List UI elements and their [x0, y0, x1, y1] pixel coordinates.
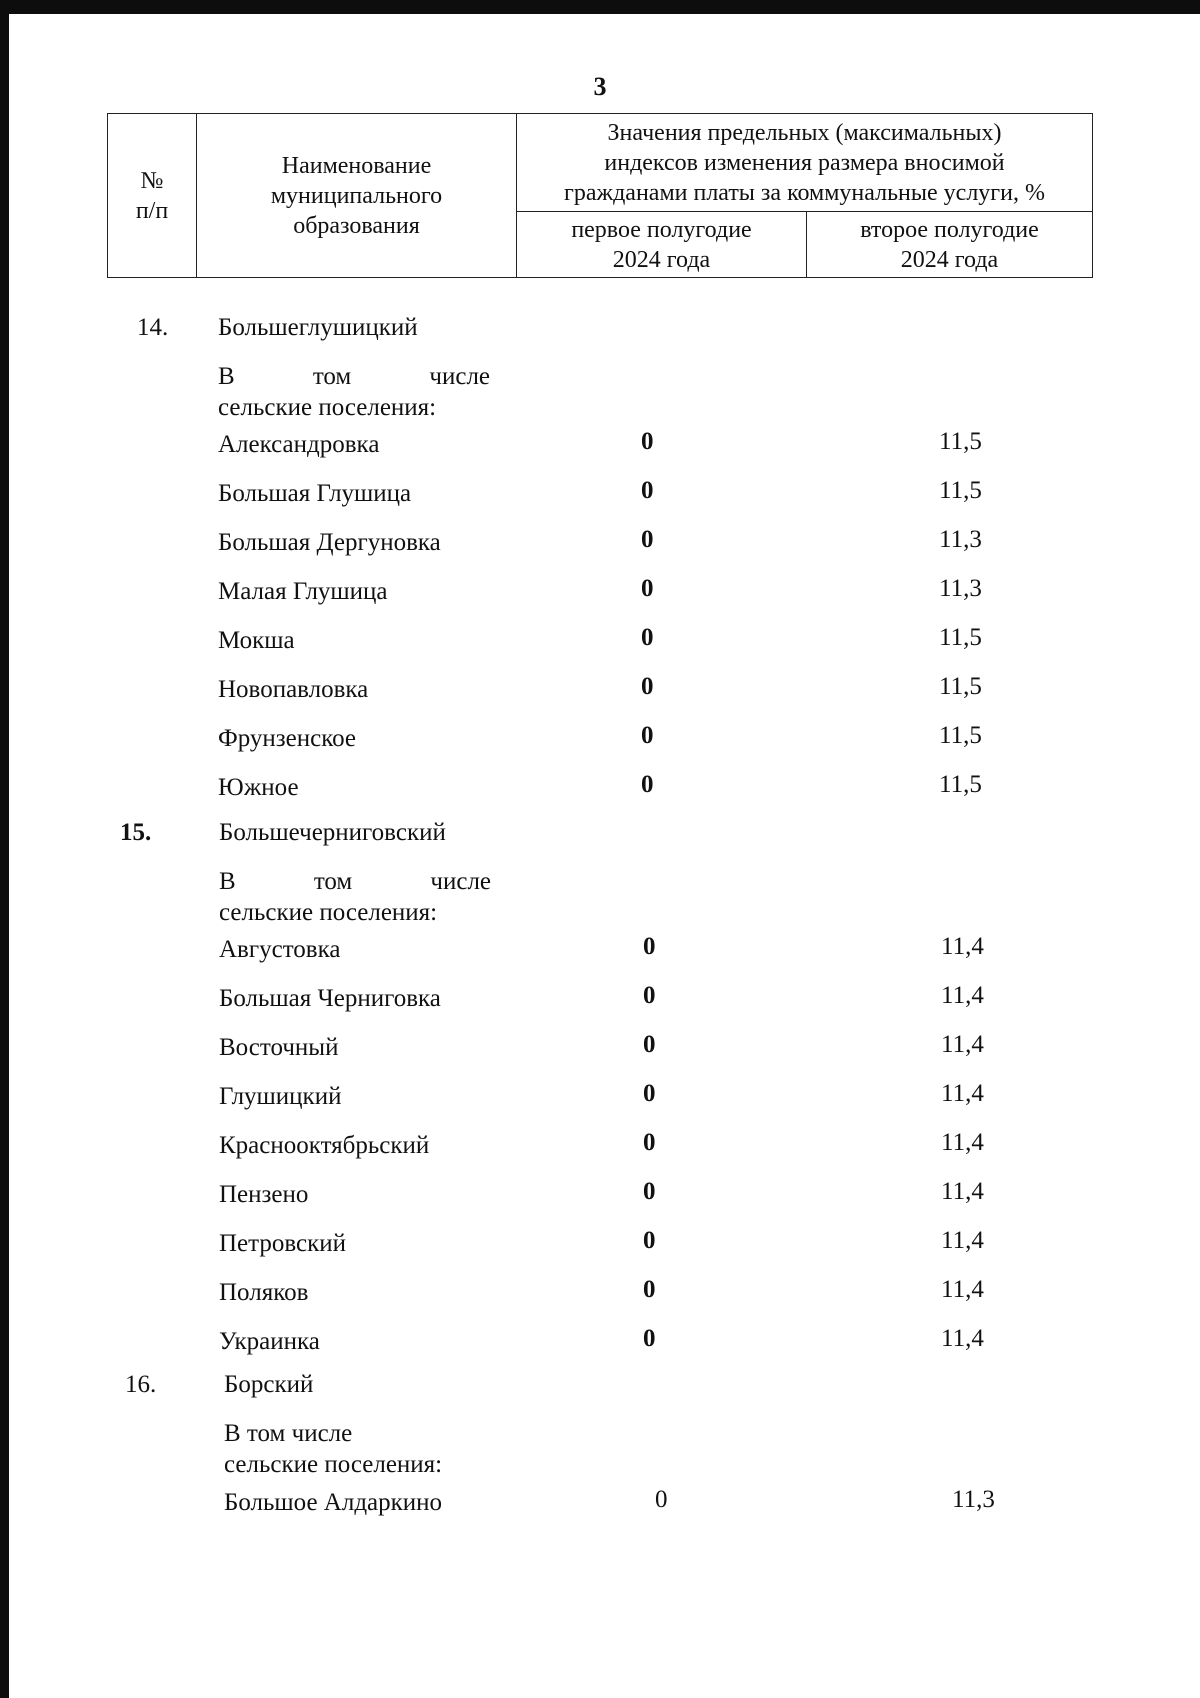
header-half1-label: первое полугодие 2024 года: [571, 216, 752, 273]
first-half-value: 0: [641, 575, 654, 602]
header-values-label: Значения предельных (максимальных) индексов изменения размера вносимой гражданами платы за коммунальные услуги, %: [564, 119, 1045, 206]
second-half-value: 11,4: [941, 1031, 984, 1058]
header-name-cell: [197, 114, 517, 278]
settlement-name: Пензено: [219, 1181, 309, 1208]
header-number-cell: [108, 114, 197, 278]
second-half-value: 11,3: [939, 526, 982, 553]
first-half-value: 0: [641, 624, 654, 651]
settlement-name: Восточный: [219, 1034, 339, 1061]
subheading-word: В: [219, 868, 236, 895]
subheading-word: том: [313, 868, 353, 895]
second-half-value: 11,4: [941, 982, 984, 1009]
subheading-word: числе: [430, 868, 492, 895]
settlement-name: Украинка: [219, 1328, 320, 1355]
settlement-name: Южное: [218, 774, 299, 801]
settlement-name: Большая Черниговка: [219, 985, 441, 1012]
first-half-value: 0: [655, 1486, 668, 1513]
subheading-word: том: [312, 363, 352, 390]
first-half-value: 0: [643, 1129, 656, 1156]
header-values-cell: [517, 114, 1093, 212]
header-name-label: Наименование муниципального образования: [270, 152, 443, 239]
scan-edge-left: [0, 0, 9, 1698]
first-half-value: 0: [641, 477, 654, 504]
settlement-name: Краснооктябрьский: [219, 1132, 430, 1159]
first-half-value: 0: [641, 722, 654, 749]
second-half-value: 11,4: [941, 933, 984, 960]
second-half-value: 11,4: [941, 1080, 984, 1107]
second-half-value: 11,3: [939, 575, 982, 602]
header-number-label: № п/п: [135, 167, 169, 224]
second-half-value: 11,4: [941, 1129, 984, 1156]
subheading-line2: сельские поселения:: [219, 899, 438, 926]
first-half-value: 0: [643, 1080, 656, 1107]
second-half-value: 11,5: [939, 673, 982, 700]
settlement-name: Большое Алдаркино: [224, 1489, 443, 1516]
subheading-line1: В том числе: [224, 1420, 353, 1447]
second-half-value: 11,4: [941, 1227, 984, 1254]
district-name: Большеглушицкий: [218, 314, 418, 341]
header-half1-cell: [517, 212, 807, 278]
district-number: 14.: [137, 314, 169, 341]
first-half-value: 0: [643, 933, 656, 960]
header-half2-cell: [807, 212, 1093, 278]
settlement-name: Петровский: [219, 1230, 347, 1257]
settlement-name: Августовка: [219, 936, 341, 963]
settlement-name: Мокша: [218, 627, 295, 654]
settlement-name: Большая Глушица: [218, 480, 412, 507]
first-half-value: 0: [641, 673, 654, 700]
first-half-value: 0: [643, 1031, 656, 1058]
subheading-word: числе: [429, 363, 491, 390]
first-half-value: 0: [641, 771, 654, 798]
district-number: 16.: [125, 1371, 157, 1398]
second-half-value: 11,5: [939, 428, 982, 455]
second-half-value: 11,5: [939, 477, 982, 504]
first-half-value: 0: [641, 428, 654, 455]
district-name: Большечерниговский: [219, 819, 446, 846]
header-half2-label: второе полугодие 2024 года: [860, 216, 1039, 273]
second-half-value: 11,3: [952, 1486, 995, 1513]
table-header: [107, 113, 1093, 278]
first-half-value: 0: [643, 1325, 656, 1352]
second-half-value: 11,4: [941, 1325, 984, 1352]
scan-edge-top: [0, 0, 1200, 14]
first-half-value: 0: [643, 982, 656, 1009]
first-half-value: 0: [643, 1227, 656, 1254]
subheading-line2: сельские поселения:: [224, 1451, 443, 1478]
page-number: 3: [593, 72, 607, 101]
second-half-value: 11,5: [939, 722, 982, 749]
first-half-value: 0: [643, 1178, 656, 1205]
settlement-name: Александровка: [218, 431, 380, 458]
settlement-name: Поляков: [219, 1279, 309, 1306]
settlement-name: Малая Глушица: [218, 578, 388, 605]
first-half-value: 0: [643, 1276, 656, 1303]
subheading-line2: сельские поселения:: [218, 394, 437, 421]
first-half-value: 0: [641, 526, 654, 553]
settlement-name: Большая Дергуновка: [218, 529, 441, 556]
district-number: 15.: [120, 819, 152, 846]
second-half-value: 11,4: [941, 1178, 984, 1205]
second-half-value: 11,5: [939, 624, 982, 651]
second-half-value: 11,4: [941, 1276, 984, 1303]
settlement-name: Новопавловка: [218, 676, 369, 703]
subheading-word: В: [218, 363, 235, 390]
district-name: Борский: [224, 1371, 314, 1398]
settlement-name: Фрунзенское: [218, 725, 357, 752]
settlement-name: Глушицкий: [219, 1083, 342, 1110]
second-half-value: 11,5: [939, 771, 982, 798]
